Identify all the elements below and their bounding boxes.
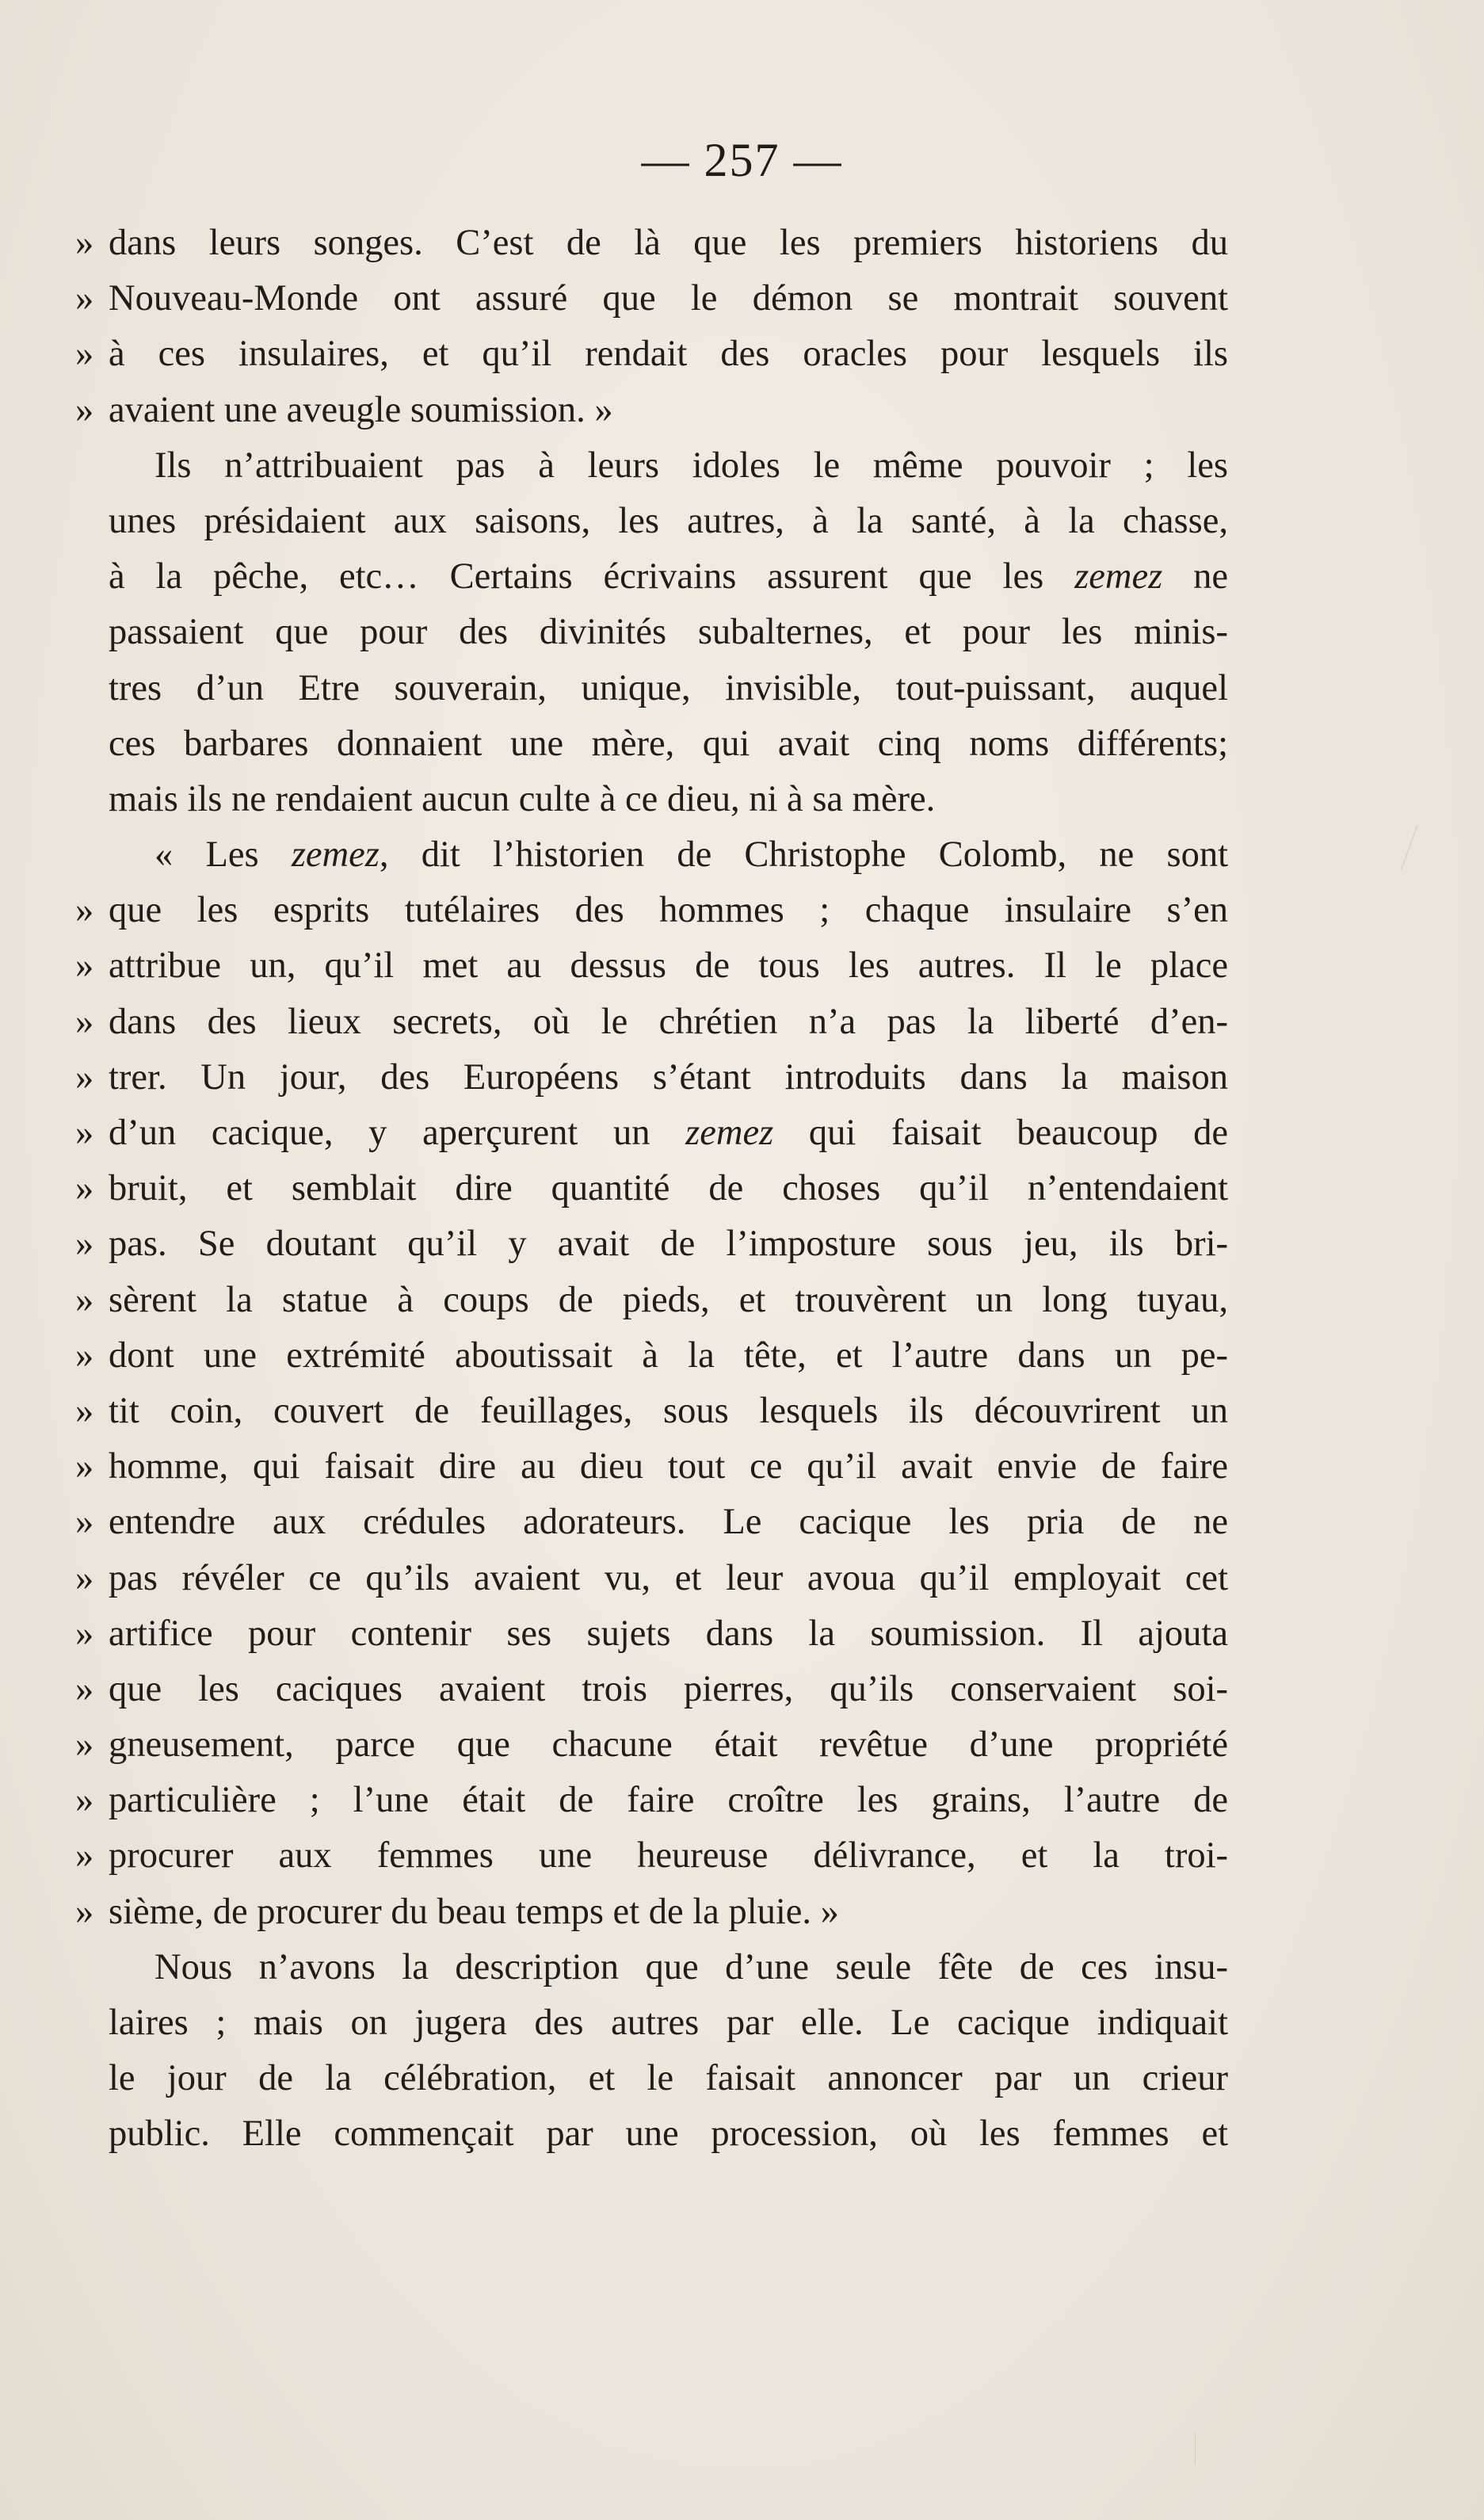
quote-mark: »	[75, 223, 94, 263]
line-text: bruit, et semblait dire quantité de choses qu’il n’entendaient	[109, 1168, 1228, 1209]
text-line	[75, 1495, 1228, 1550]
quote-mark: »	[75, 1446, 94, 1487]
text-line	[75, 883, 1228, 938]
quote-mark: »	[75, 1113, 94, 1153]
line-text: « Les zemez, dit l’historien de Christophe Colomb, ne sont	[155, 834, 1228, 876]
line-text: public. Elle commençait par une procession, où les femmes et	[109, 2113, 1228, 2155]
text-line	[75, 1050, 1228, 1105]
line-text: que les esprits tutélaires des hommes ; chaque insulaire s’en	[109, 890, 1228, 931]
quote-mark: »	[75, 1279, 94, 1320]
quote-mark: »	[75, 1668, 94, 1709]
quote-mark: »	[75, 945, 94, 987]
text-line	[75, 383, 1228, 438]
text-line	[75, 216, 1228, 271]
line-text: attribue un, qu’il met au dessus de tous les autres. Il le place	[109, 945, 1228, 987]
line-text: laires ; mais on jugera des autres par elle. Le cacique indiquait	[109, 2003, 1228, 2043]
text-line	[75, 1773, 1228, 1828]
line-text: passaient que pour des divinités subalternes, et pour les minis-	[109, 612, 1228, 653]
text-line	[75, 1995, 1228, 2051]
line-text: entendre aux crédules adorateurs. Le cacique les pria de ne	[109, 1502, 1228, 1543]
quote-mark: »	[75, 1724, 94, 1766]
page-number: — 257 —	[641, 134, 843, 186]
paper-mark	[1195, 2433, 1196, 2465]
quote-mark: »	[75, 278, 94, 319]
line-text: tit coin, couvert de feuillages, sous lesquels ils découvrirent un	[109, 1390, 1228, 1431]
line-text: sèrent la statue à coups de pieds, et trouvèrent un long tuyau,	[109, 1279, 1228, 1320]
quote-mark: »	[75, 1390, 94, 1431]
text-line	[75, 1273, 1228, 1328]
line-text: trer. Un jour, des Européens s’étant introduits dans la maison	[109, 1056, 1228, 1098]
line-text: sième, de procurer du beau temps et de la pluie. »	[109, 1891, 839, 1932]
italic-term: zemez	[291, 834, 380, 876]
text-line	[75, 2051, 1228, 2106]
text-line	[75, 772, 1228, 827]
quote-mark: »	[75, 1001, 94, 1042]
line-text: homme, qui faisait dire au dieu tout ce qu’il avait envie de faire	[109, 1446, 1228, 1487]
text-line	[75, 494, 1228, 549]
text-line	[75, 1328, 1228, 1384]
text-line	[75, 1216, 1228, 1272]
text-line	[75, 1662, 1228, 1717]
line-text: le jour de la célébration, et le faisait annoncer par un crieur	[109, 2058, 1228, 2099]
line-text: avaient une aveugle soumission. »	[109, 389, 613, 430]
quote-mark: »	[75, 1056, 94, 1098]
line-text: gneusement, parce que chacune était revêtue d’une propriété	[109, 1724, 1228, 1766]
italic-term: zemez	[685, 1113, 774, 1153]
text-line	[75, 326, 1228, 382]
italic-term: zemez	[1074, 556, 1163, 598]
quote-mark: »	[75, 1224, 94, 1265]
line-text: Ils n’attribuaient pas à leurs idoles le même pouvoir ; les	[155, 445, 1228, 486]
line-text: Nous n’avons la description que d’une seule fête de ces insu-	[155, 1946, 1228, 1987]
line-text: particulière ; l’une était de faire croître les grains, l’autre de	[109, 1780, 1228, 1821]
line-text: que les caciques avaient trois pierres, qu’ils conservaient soi-	[109, 1668, 1228, 1709]
line-text: pas révéler ce qu’ils avaient vu, et leur avoua qu’il employait cet	[109, 1557, 1228, 1598]
line-text: procurer aux femmes une heureuse délivrance, et la troi-	[109, 1835, 1228, 1877]
text-line	[75, 661, 1228, 716]
text-line	[75, 716, 1228, 772]
line-text: à ces insulaires, et qu’il rendait des oracles pour lesquels ils	[109, 334, 1228, 375]
quote-mark: »	[75, 1891, 94, 1932]
line-text: artifice pour contenir ses sujets dans la soumission. Il ajouta	[109, 1613, 1228, 1654]
quote-mark: »	[75, 890, 94, 931]
line-text: à la pêche, etc… Certains écrivains assurent que les zemez ne	[109, 556, 1229, 598]
line-text: mais ils ne rendaient aucun culte à ce dieu, ni à sa mère.	[109, 778, 936, 819]
line-text: dont une extrémité aboutissait à la tête, et l’autre dans un pe-	[109, 1334, 1228, 1376]
text-line	[75, 1717, 1228, 1773]
text-line	[75, 1940, 1228, 1995]
text-line	[75, 1884, 1228, 1940]
text-line	[75, 827, 1228, 883]
text-line	[75, 1161, 1228, 1216]
line-text: d’un cacique, y aperçurent un zemez qui faisait beaucoup de	[109, 1113, 1229, 1153]
quote-mark: »	[75, 334, 94, 375]
line-text: dans des lieux secrets, où le chrétien n’a pas la liberté d’en-	[109, 1001, 1228, 1042]
text-line	[75, 995, 1228, 1050]
line-text: tres d’un Etre souverain, unique, invisible, tout-puissant, auquel	[109, 667, 1228, 708]
quote-mark: »	[75, 1557, 94, 1598]
body-text-block	[75, 216, 1228, 2163]
quote-mark: »	[75, 1835, 94, 1877]
text-line	[75, 438, 1228, 494]
paper-mark	[1401, 826, 1417, 871]
text-line	[75, 1384, 1228, 1439]
line-text: Nouveau-Monde ont assuré que le démon se montrait souvent	[109, 278, 1228, 319]
line-text: dans leurs songes. C’est de là que les premiers historiens du	[109, 223, 1228, 263]
text-line	[75, 1551, 1228, 1606]
quote-mark: »	[75, 1168, 94, 1209]
text-line	[75, 271, 1228, 326]
text-line	[75, 1606, 1228, 1662]
quote-mark: »	[75, 1613, 94, 1654]
text-line	[75, 549, 1228, 605]
text-line	[75, 938, 1228, 994]
quote-mark: »	[75, 389, 94, 430]
text-line	[75, 605, 1228, 660]
quote-mark: »	[75, 1502, 94, 1543]
line-text: ces barbares donnaient une mère, qui avait cinq noms différents;	[109, 723, 1228, 764]
line-text: pas. Se doutant qu’il y avait de l’imposture sous jeu, ils bri-	[109, 1224, 1228, 1265]
text-line	[75, 1105, 1228, 1161]
text-line	[75, 1439, 1228, 1495]
text-line	[75, 2106, 1228, 2162]
line-text: unes présidaient aux saisons, les autres, à la santé, à la chasse,	[109, 500, 1228, 541]
quote-mark: »	[75, 1334, 94, 1376]
quote-mark: »	[75, 1780, 94, 1821]
text-line	[75, 1828, 1228, 1884]
